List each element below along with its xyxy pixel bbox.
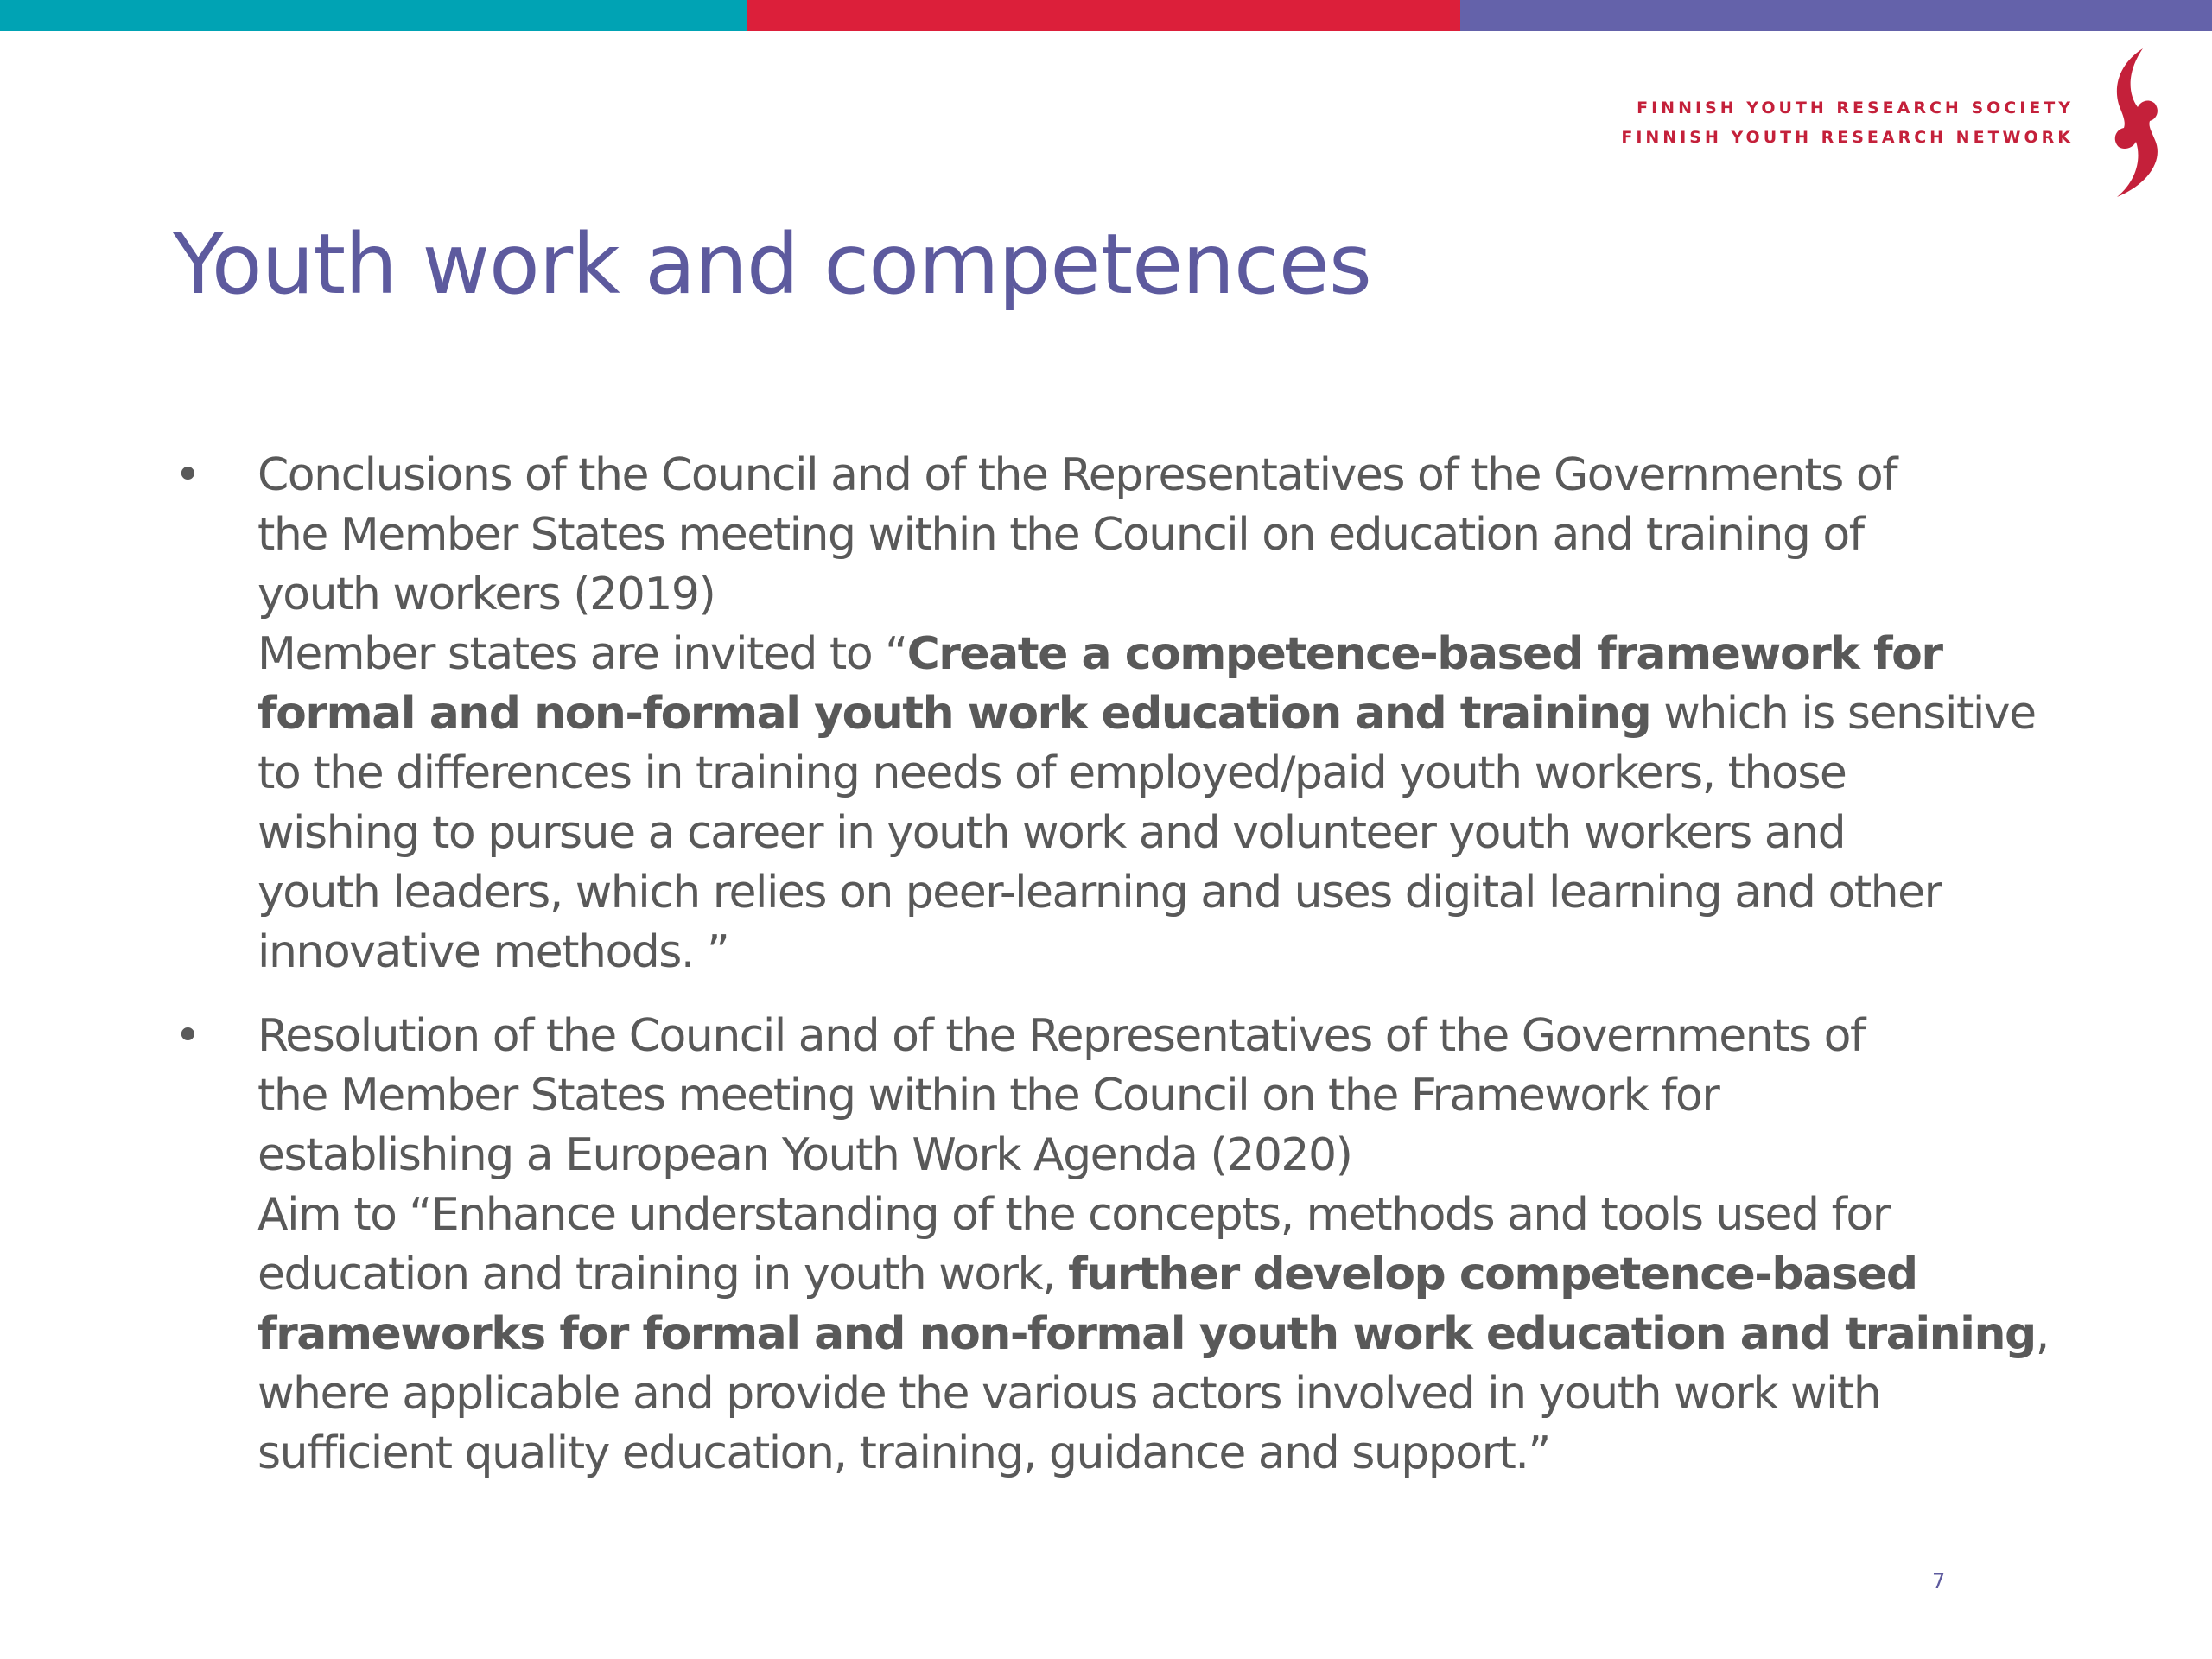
bullet-line (257, 684, 2056, 744)
organization-logo (1562, 45, 2167, 200)
bullet-line (257, 1245, 2056, 1305)
bullet-line: Conclusions of the Council and of the Representatives of the Governments of (257, 449, 1897, 501)
bullet-line: establishing a European Youth Work Agenda (2020) (257, 1129, 1352, 1181)
bullet-line: the Member States meeting within the Council on the Framework for (257, 1070, 1719, 1122)
quote-bold-text: further develop competence-based (1068, 1249, 1917, 1300)
bullet-line: the Member States meeting within the Council on education and training of (257, 509, 1864, 561)
top-color-bar (0, 0, 2212, 31)
bullet-line: youth workers (2019) (257, 569, 715, 620)
bullet-dot: • (175, 1010, 201, 1062)
bullet-line: wishing to pursue a career in youth work and volunteer youth workers and (257, 807, 1846, 859)
bullet-line: to the differences in training needs of employed/paid youth workers, those (257, 747, 1847, 799)
bullet-line: Resolution of the Council and of the Representatives of the Governments of (257, 1010, 1865, 1062)
bullet-item (173, 1007, 2056, 1484)
logo-line-network: FINNISH YOUTH RESEARCH NETWORK (1621, 128, 2074, 147)
quote-text: , (2035, 1308, 2049, 1360)
slide-content (173, 446, 2056, 1508)
quote-text: which is sensitive (1650, 688, 2036, 740)
bullet-item (173, 446, 2056, 982)
logo-line-society: FINNISH YOUTH RESEARCH SOCIETY (1637, 99, 2074, 118)
quote-intro-text: Member states are invited to “ (257, 628, 907, 680)
quote-text: education and training in youth work, (257, 1249, 1069, 1300)
bullet-dot: • (175, 449, 201, 501)
quote-bold-text: formal and non-formal youth work education and training (257, 688, 1651, 740)
bullet-line: innovative methods. ” (257, 926, 729, 978)
ribbon-logo-icon (2089, 45, 2167, 200)
page-number: 7 (1932, 1569, 1946, 1593)
bullet-line: Aim to “Enhance understanding of the concepts, methods and tools used for (257, 1189, 1890, 1241)
top-bar-purple-segment (1460, 0, 2212, 31)
slide-title: Youth work and competences (173, 216, 1371, 313)
bullet-line (257, 625, 2056, 684)
quote-bold-text: frameworks for formal and non-formal youth work education and training (257, 1308, 2036, 1360)
logo-text (1621, 93, 2074, 152)
bullet-line: youth leaders, which relies on peer-learning and uses digital learning and other (257, 867, 1942, 918)
top-bar-teal-segment (0, 0, 747, 31)
bullet-line: where applicable and provide the various actors involved in youth work with (257, 1368, 1881, 1420)
quote-bold-text: Create a competence-based framework for (906, 628, 1942, 680)
bullet-line: sufficient quality education, training, guidance and support.” (257, 1427, 1550, 1479)
top-bar-red-segment (747, 0, 1460, 31)
bullet-line (257, 1305, 2056, 1364)
